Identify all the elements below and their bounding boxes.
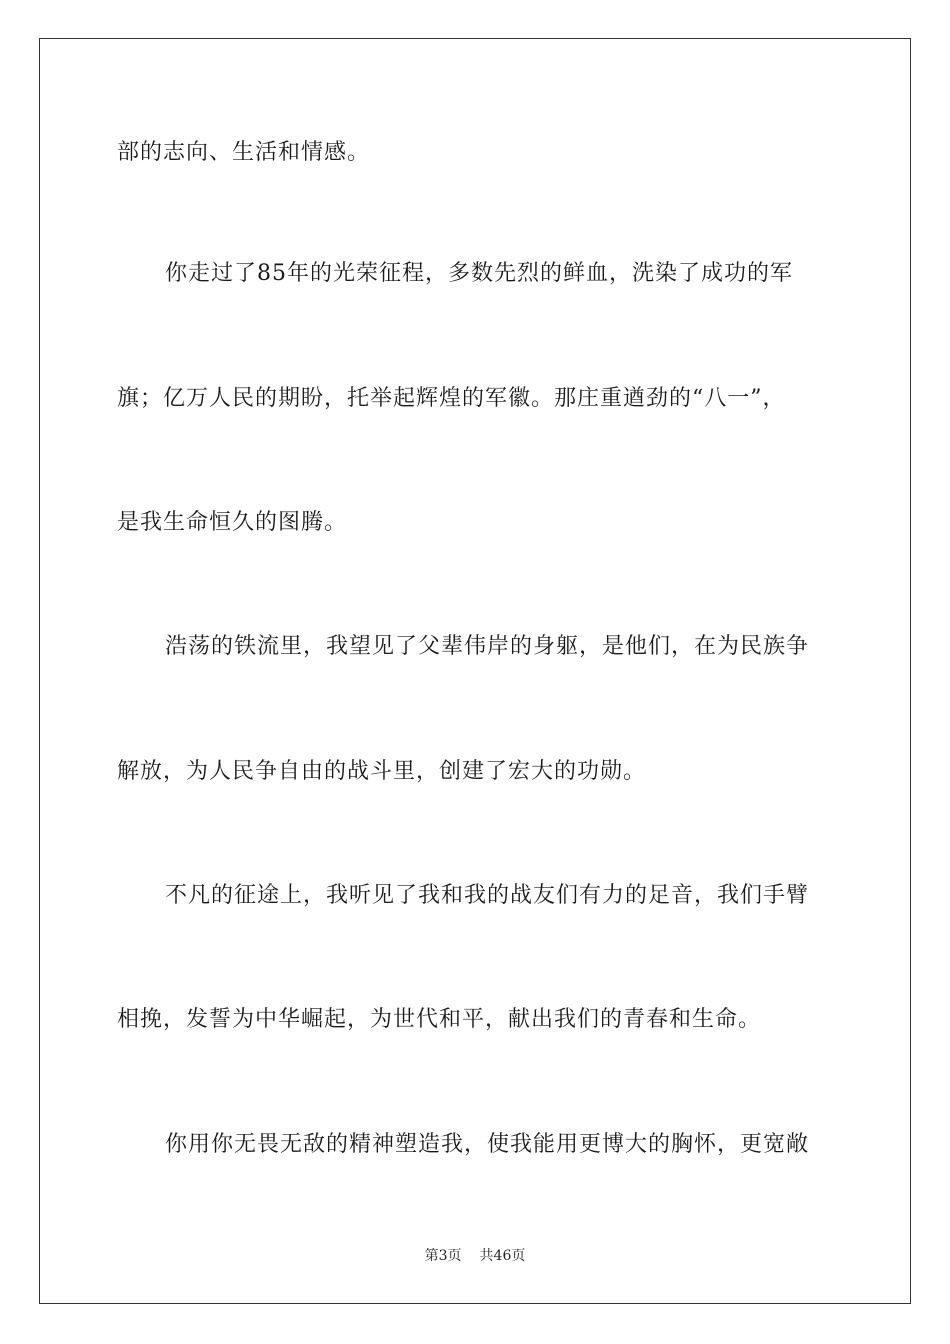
text-line: 部的志向、生活和情感。 [117,140,371,165]
text-line: 旗；亿万人民的期盼，托举起辉煌的军徽。那庄重遒劲的“八一”， [117,386,786,411]
text-line: 你走过了85年的光荣征程，多数先烈的鲜血，洗染了成功的军 [165,261,793,286]
text-line: 是我生命恒久的图腾。 [117,510,348,535]
page-number: 第3页 [424,1248,462,1264]
page-total: 共46页 [479,1248,526,1264]
page-footer [0,1246,950,1266]
text-line: 浩荡的铁流里，我望见了父辈伟岸的身躯，是他们，在为民族争 [165,634,810,659]
page-border [39,38,911,1304]
text-line: 相挽，发誓为中华崛起，为世代和平，献出我们的青春和生命。 [117,1007,762,1032]
text-line: 不凡的征途上，我听见了我和我的战友们有力的足音，我们手臂 [165,883,810,908]
text-line: 你用你无畏无敌的精神塑造我，使我能用更博大的胸怀，更宽敞 [165,1132,810,1157]
text-line: 解放，为人民争自由的战斗里，创建了宏大的功勋。 [117,759,647,784]
